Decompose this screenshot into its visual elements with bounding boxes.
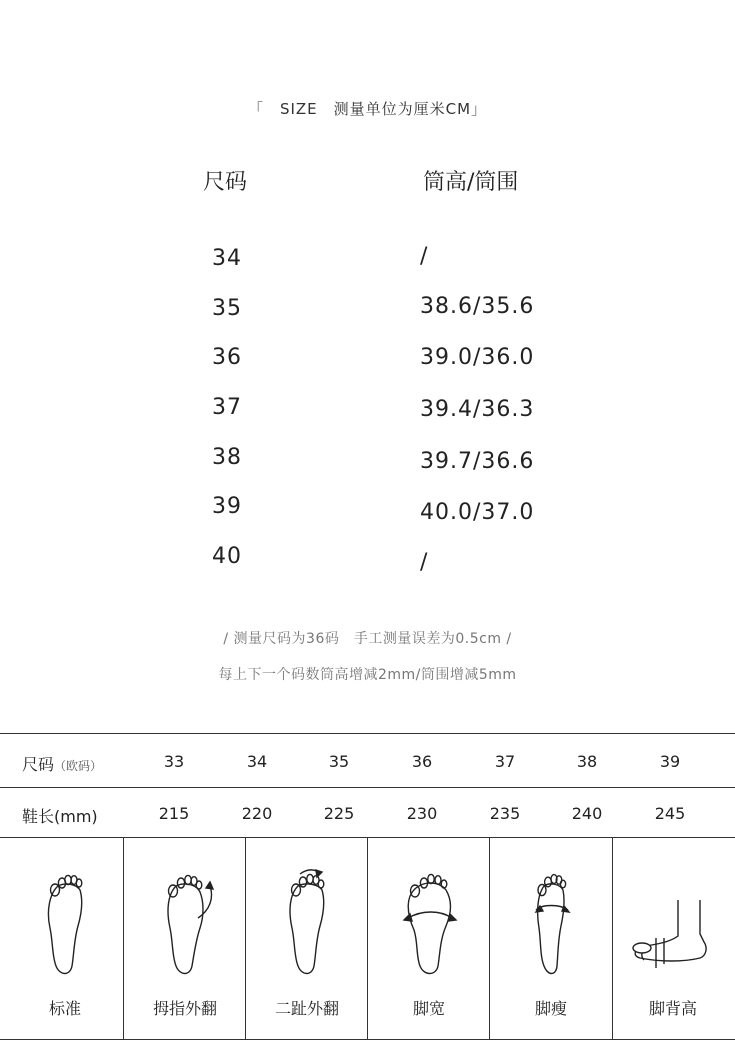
unit-note: 「 SIZE 测量单位为厘米CM」 <box>247 100 488 118</box>
foot-type-label: 标准 <box>48 999 81 1018</box>
wide-foot-icon <box>368 838 490 988</box>
size-row-sublabel: （欧码） <box>54 759 103 773</box>
foot-type-label: 二趾外翻 <box>274 999 339 1018</box>
size-cell: 35 <box>328 752 350 771</box>
second-toe-foot-icon <box>246 838 368 988</box>
size-header: 尺码 <box>203 170 248 195</box>
narrow-foot-icon <box>490 838 612 988</box>
size-cell: 37 <box>494 752 516 771</box>
foot-type-bunion <box>124 838 246 1038</box>
length-cell: 245 <box>654 804 686 823</box>
length-cell: 230 <box>406 804 438 823</box>
increment-note: 每上下一个码数筒高增减2mm/筒围增减5mm <box>218 667 517 683</box>
size-34: 34 <box>212 246 242 271</box>
length-cell: 220 <box>241 804 273 823</box>
height-circumference-header: 筒高/筒围 <box>423 170 519 195</box>
size-row-label: 尺码（欧码） <box>22 755 103 774</box>
size-38: 38 <box>212 445 242 470</box>
size-cell: 36 <box>411 752 433 771</box>
length-cell: 235 <box>489 804 521 823</box>
foot-type-label: 脚瘦 <box>534 999 567 1018</box>
size-cell: 39 <box>659 752 681 771</box>
value-40: / <box>420 550 429 575</box>
value-37: 39.4/36.3 <box>420 397 535 422</box>
size-35: 35 <box>212 296 242 321</box>
value-35: 38.6/35.6 <box>420 294 535 319</box>
size-cell: 34 <box>246 752 268 771</box>
size-36: 36 <box>212 345 242 370</box>
high-instep-foot-icon <box>612 838 734 988</box>
foot-type-wide <box>368 838 490 1038</box>
foot-type-high-instep <box>612 838 734 1038</box>
foot-type-second-toe <box>246 838 368 1038</box>
size-cell: 38 <box>576 752 598 771</box>
value-36: 39.0/36.0 <box>420 345 535 370</box>
value-34: / <box>420 244 429 269</box>
foot-type-standard <box>4 838 126 1038</box>
bunion-foot-icon <box>124 838 246 988</box>
size-37: 37 <box>212 395 242 420</box>
size-40: 40 <box>212 544 242 569</box>
foot-type-narrow <box>490 838 612 1038</box>
foot-type-label: 拇指外翻 <box>152 999 217 1018</box>
length-row-label: 鞋长(mm) <box>22 807 98 826</box>
length-cell: 215 <box>158 804 190 823</box>
length-cell: 225 <box>323 804 355 823</box>
value-38: 39.7/36.6 <box>420 449 535 474</box>
standard-foot-icon <box>4 838 126 988</box>
foot-type-label: 脚背高 <box>648 999 697 1018</box>
measurement-note: / 测量尺码为36码 手工测量误差为0.5cm / <box>223 631 512 647</box>
foot-type-label: 脚宽 <box>412 999 445 1018</box>
value-39: 40.0/37.0 <box>420 500 535 525</box>
size-39: 39 <box>212 494 242 519</box>
size-length-table <box>0 733 735 1041</box>
length-cell: 240 <box>571 804 603 823</box>
size-cell: 33 <box>163 752 185 771</box>
